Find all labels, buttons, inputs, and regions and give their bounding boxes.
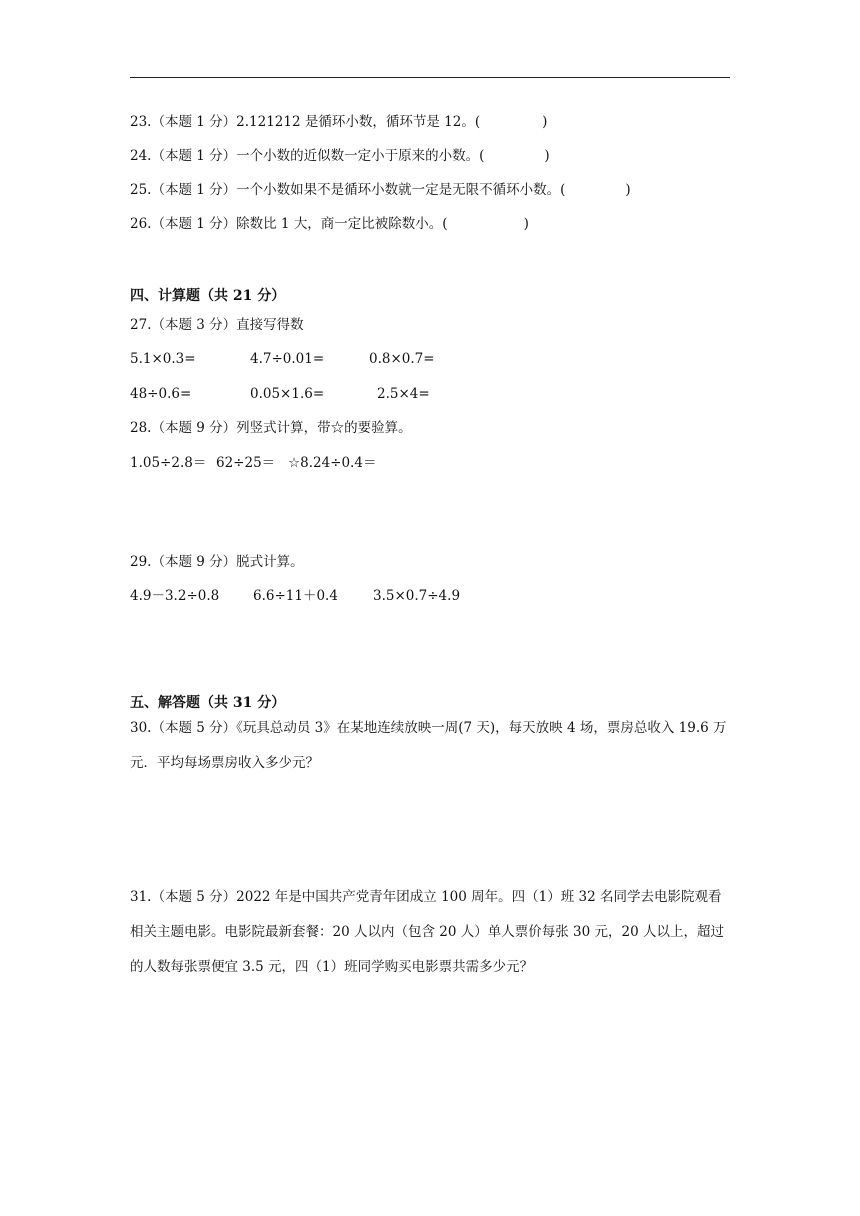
question-text: 26.（本题 1 分）除数比 1 大，商一定比被除数小。( xyxy=(130,216,448,232)
section-4-heading: 四、计算题（共 21 分） xyxy=(130,288,286,304)
question-text: 23.（本题 1 分）2.121212 是循环小数，循环节是 12。( xyxy=(130,114,481,130)
question-24: 24.（本题 1 分）一个小数的近似数一定小于原来的小数。( ) xyxy=(130,148,550,164)
calc-item: 62÷25＝ xyxy=(216,455,276,471)
question-30: 30.（本题 5 分）《玩具总动员 3》在某地连续放映一周(7 天)，每天放映 4 场，票房总收入 19.6 万元．平均每场票房收入多少元？ xyxy=(130,720,727,771)
calc-item: 0.05×1.6= xyxy=(250,386,325,402)
question-31: 31.（本题 5 分）2022 年是中国共产党青年团成立 100 周年。四（1）班 32 名同学去电影院观看相关主题电影。电影院最新套餐：20 人以内（包含 20 人）单人票价每张 30 元，20 人以上，超过的人数每张票便宜 3.5 元，四（1）班同学购买电影票共需多少元？ xyxy=(130,889,724,975)
calc-item: 4.9－3.2÷0.8 xyxy=(130,588,220,604)
header-rule xyxy=(130,77,730,78)
question-28-title: 28.（本题 9 分）列竖式计算，带☆的要验算。 xyxy=(130,420,412,436)
question-25: 25.（本题 1 分）一个小数如果不是循环小数就一定是无限不循环小数。( ) xyxy=(130,182,631,198)
calc-item: 5.1×0.3= xyxy=(130,351,196,367)
question-text: 25.（本题 1 分）一个小数如果不是循环小数就一定是无限不循环小数。( xyxy=(130,182,566,198)
calc-item: 3.5×0.7÷4.9 xyxy=(373,588,461,604)
calc-item: 1.05÷2.8＝ xyxy=(130,455,207,471)
calc-item: 2.5×4= xyxy=(377,386,430,402)
calc-item: 4.7÷0.01= xyxy=(250,351,325,367)
calc-item: 48÷0.6= xyxy=(130,386,192,402)
question-text: 24.（本题 1 分）一个小数的近似数一定小于原来的小数。( xyxy=(130,148,485,164)
section-5-heading: 五、解答题（共 31 分） xyxy=(130,695,286,711)
question-27-title: 27.（本题 3 分）直接写得数 xyxy=(130,317,304,333)
calc-item: 0.8×0.7= xyxy=(369,351,435,367)
calc-item: ☆8.24÷0.4＝ xyxy=(288,455,377,471)
question-23: 23.（本题 1 分）2.121212 是循环小数，循环节是 12。( ) xyxy=(130,114,548,130)
calc-item: 6.6÷11＋0.4 xyxy=(253,588,338,604)
question-29-title: 29.（本题 9 分）脱式计算。 xyxy=(130,554,304,570)
question-26: 26.（本题 1 分）除数比 1 大，商一定比被除数小。( ) xyxy=(130,216,529,232)
